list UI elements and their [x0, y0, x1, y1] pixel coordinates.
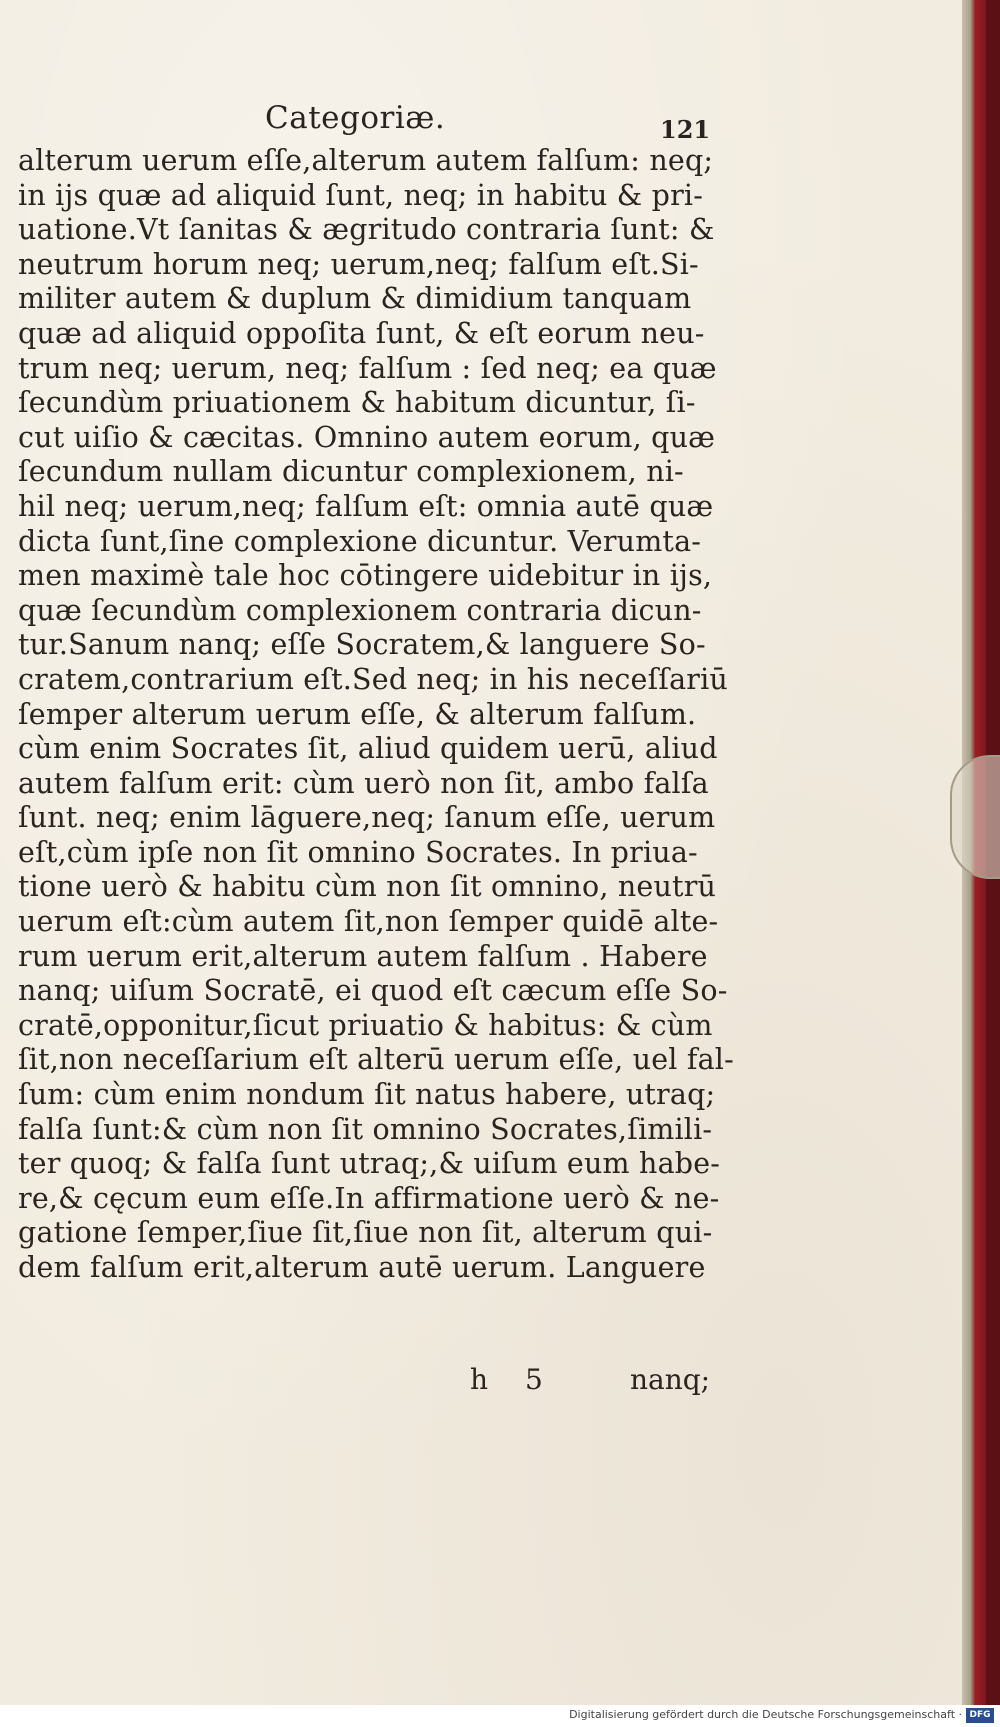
text-line: cratē,opponitur,ſicut priuatio & habitus: & cùm [18, 1008, 713, 1042]
signature-letter: h [470, 1363, 489, 1396]
book-clasp [950, 755, 1000, 879]
text-line: ſecundum nullam dicuntur complexionem, ni- [18, 455, 684, 489]
funding-credit: Digitalisierung gefördert durch die Deutsche Forschungsgemeinschaft · [569, 1708, 962, 1721]
page-number: 121 [660, 115, 711, 144]
text-line: gatione ſemper,ſiue ſit,ſiue non ſit, alterum qui- [18, 1216, 713, 1250]
text-line: nanq; uiſum Socratē, ei quod eſt cæcum eſſe So- [18, 974, 728, 1008]
text-line: autem falſum erit: cùm uerò non ſit, ambo falſa [18, 766, 709, 800]
text-line: men maximè tale hoc cōtingere uidebitur in ijs, [18, 559, 713, 593]
text-line: eſt,cùm ipſe non ſit omnino Socrates. In priua- [18, 835, 698, 869]
running-head: Categoriæ. [265, 100, 446, 136]
text-line: quæ ſecundùm complexionem contraria dicun- [18, 593, 702, 627]
text-line: quæ ad aliquid oppoſita ſunt, & eſt eorum neu- [18, 316, 705, 350]
text-line: cratem,contrarium eſt.Sed neq; in his neceſſariū [18, 662, 728, 696]
text-line: neutrum horum neq; uerum,neq; falſum eſt.Si- [18, 247, 699, 281]
body-text [18, 144, 734, 1286]
text-line: militer autem & duplum & dimidium tanquam [18, 282, 692, 316]
text-line: hil neq; uerum,neq; falſum eſt: omnia autē quæ [18, 489, 714, 523]
text-line: in ijs quæ ad aliquid ſunt, neq; in habitu & pri- [18, 178, 704, 212]
text-line: tur.Sanum nanq; eſſe Socratem,& languere So- [18, 628, 706, 662]
text-line: rum uerum erit,alterum autem falſum . Habere [18, 939, 708, 973]
text-line: uatione.Vt ſanitas & ægritudo contraria ſunt: & [18, 213, 715, 247]
text-line: ſunt. neq; enim lāguere,neq; ſanum eſſe, uerum [18, 801, 716, 835]
digitization-footer [0, 1705, 1000, 1727]
text-line: cùm enim Socrates ſit, aliud quidem uerū, aliud [18, 732, 718, 766]
text-line: ſecundùm priuationem & habitum dicuntur, ſi- [18, 386, 696, 420]
text-line: ter quoq; & falſa ſunt utraq;,& uiſum eum habe- [18, 1147, 721, 1181]
signature-number: 5 [525, 1363, 543, 1396]
text-line: trum neq; uerum, neq; falſum : ſed neq; ea quæ [18, 351, 717, 385]
text-line: dicta ſunt,ſine complexione dicuntur. Verumta- [18, 524, 702, 558]
text-line: ſemper alterum uerum eſſe, & alterum falſum. [18, 697, 697, 731]
text-line: ſum: cùm enim nondum ſit natus habere, utraq; [18, 1078, 716, 1112]
text-line: falſa ſunt:& cùm non ſit omnino Socrates,ſimili- [18, 1112, 713, 1146]
text-line: dem falſum erit,alterum autē uerum. Languere [18, 1251, 706, 1284]
text-line: cut uiſio & cæcitas. Omnino autem eorum, quæ [18, 420, 716, 454]
text-line: tione uerò & habitu cùm non ſit omnino, neutrū [18, 870, 717, 904]
text-line: re,& cęcum eum eſſe.In affirmatione uerò & ne- [18, 1181, 720, 1215]
text-line: uerum eſt:cùm autem ſit,non ſemper quidē alte- [18, 905, 719, 939]
dfg-logo: DFG [966, 1708, 994, 1723]
text-line: ſit,non neceſſarium eſt alterū uerum eſſe, uel fal- [18, 1043, 734, 1077]
catchword: nanq; [630, 1363, 711, 1396]
text-line: alterum uerum eſſe,alterum autem falſum: neq; [18, 144, 714, 177]
